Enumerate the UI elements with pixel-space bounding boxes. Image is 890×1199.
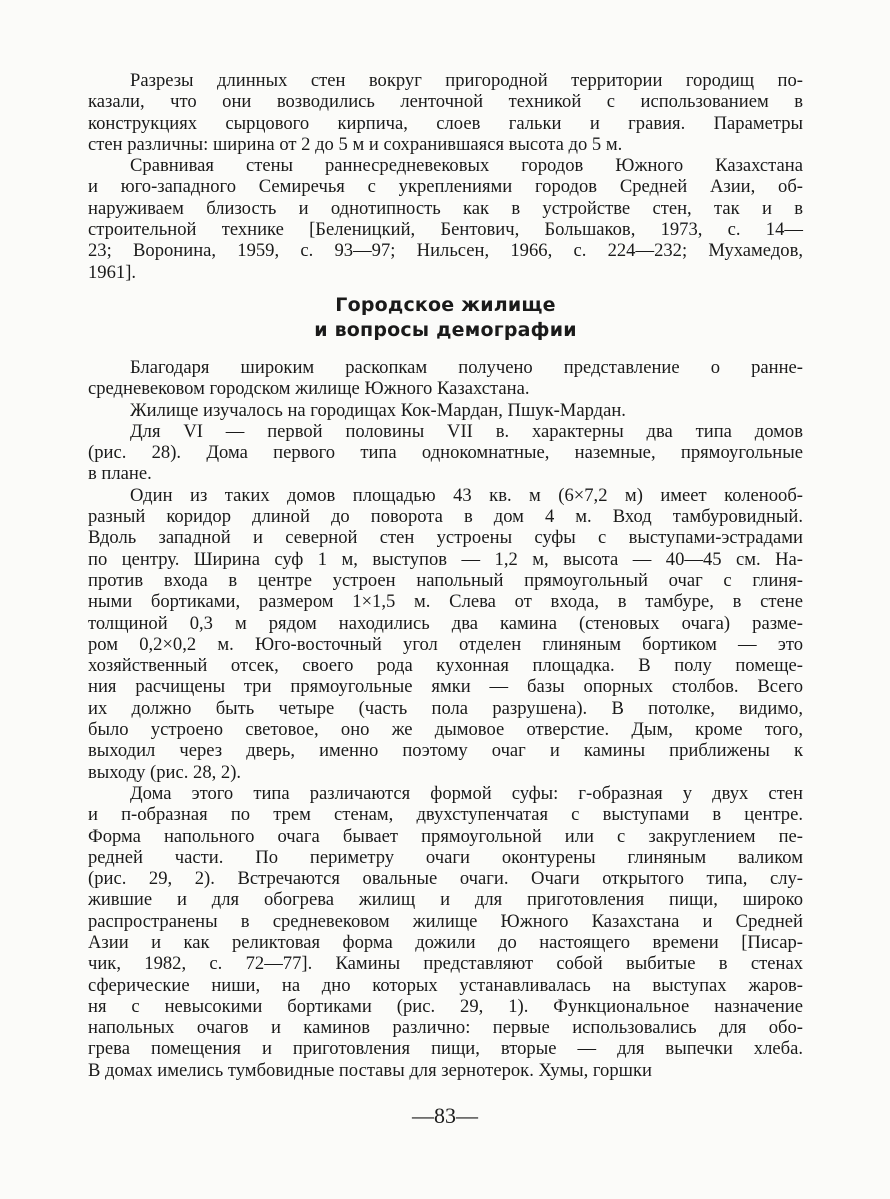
text-block-top	[88, 70, 803, 283]
paragraph	[88, 357, 803, 400]
text-line: ром 0,2×0,2 м. Юго-восточный угол отделен глиняным бортиком — это	[88, 633, 803, 655]
text-line: конструкциях сырцового кирпича, слоев гальки и гравия. Параметры	[88, 112, 803, 134]
text-block-bottom	[88, 357, 803, 1081]
text-line: распространены в средневековом жилище Южного Казахстана и Средней	[88, 910, 803, 932]
text-line: наруживаем близость и однотипность как в устройстве стен, так и в	[88, 197, 803, 219]
text-line: (рис. 28). Дома первого типа однокомнатные, наземные, прямоугольные	[88, 442, 803, 464]
section-heading-line-1: Городское жилище	[335, 293, 556, 316]
text-line: и юго-западного Семиречья с укреплениями городов Средней Азии, об-	[88, 176, 803, 198]
text-line: Благодаря широким раскопкам получено представление о ранне-	[130, 356, 803, 378]
text-line: (рис. 29, 2). Встречаются овальные очаги. Очаги открытого типа, слу-	[88, 868, 803, 890]
text-line: Дома этого типа различаются формой суфы: г-образная у двух стен	[130, 782, 803, 804]
text-line: их должно быть четыре (часть пола разрушена). В потолке, видимо,	[88, 697, 803, 719]
text-line: строительной технике [Беленицкий, Бентович, Большаков, 1973, с. 14—	[88, 219, 803, 241]
text-line: 23; Воронина, 1959, с. 93—97; Нильсен, 1966, с. 224—232; Мухамедов,	[88, 240, 803, 262]
paragraph	[88, 783, 803, 1081]
section-heading	[88, 293, 803, 343]
text-line: разный коридор длиной до поворота в дом 4 м. Вход тамбуровидный.	[88, 506, 803, 528]
text-line: Сравнивая стены раннесредневековых городов Южного Казахстана	[130, 155, 803, 177]
text-line: В домах имелись тумбовидные поставы для зернотерок. Хумы, горшки	[88, 1059, 652, 1081]
text-line: чик, 1982, с. 72—77]. Камины представляют собой выбитые в стенах	[88, 953, 803, 975]
text-line: напольных очагов и каминов различно: первые использовались для обо-	[88, 1017, 803, 1039]
text-line: грева помещения и приготовления пищи, вторые — для выпечки хлеба.	[88, 1038, 803, 1060]
section-heading-line-2: и вопросы демографии	[314, 318, 577, 341]
text-line: жившие и для обогрева жилищ и для приготовления пищи, широко	[88, 889, 803, 911]
text-line: ня с невысокими бортиками (рис. 29, 1). Функциональное назначение	[88, 995, 803, 1017]
text-line: 1961].	[88, 261, 137, 283]
text-line: ния расчищены три прямоугольные ямки — базы опорных столбов. Всего	[88, 676, 803, 698]
text-line: Азии и как реликтовая форма дожили до настоящего времени [Писар-	[88, 931, 803, 953]
text-line: толщиной 0,3 м рядом находились два камина (стеновых очага) разме-	[88, 612, 803, 634]
text-line: Для VI — первой половины VII в. характерны два типа домов	[130, 420, 803, 442]
page-number: —83—	[412, 1103, 478, 1128]
text-line: сферические ниши, на дно которых устанавливалась на выступах жаров-	[88, 974, 803, 996]
text-line: стен различны: ширина от 2 до 5 м и сохранившаяся высота до 5 м.	[88, 133, 623, 155]
text-line: ными бортиками, размером 1×1,5 м. Слева от входа, в тамбуре, в стене	[88, 591, 803, 613]
text-line: редней части. По периметру очаги оконтурены глиняным валиком	[88, 846, 803, 868]
paragraph	[88, 70, 803, 155]
text-line: по центру. Ширина суф 1 м, выступов — 1,2 м, высота — 40—45 см. На-	[88, 548, 803, 570]
text-line: средневековом городском жилище Южного Казахстана.	[88, 378, 530, 400]
text-line: выходил через дверь, именно поэтому очаг и камины приближены к	[88, 740, 803, 762]
text-line: казали, что они возводились ленточной техникой с использованием в	[88, 91, 803, 113]
paragraph	[88, 421, 803, 485]
text-line: выходу (рис. 28, 2).	[88, 761, 242, 783]
paragraph	[88, 155, 803, 283]
text-line: против входа в центре устроен напольный прямоугольный очаг с глиня-	[88, 569, 803, 591]
paragraph	[88, 485, 803, 783]
text-line: Разрезы длинных стен вокруг пригородной территории городищ по-	[130, 70, 803, 91]
body-text	[88, 70, 803, 1081]
text-line: Форма напольного очага бывает прямоугольной или с закруглением пе-	[88, 825, 803, 847]
text-line: Один из таких домов площадью 43 кв. м (6×7,2 м) имеет коленооб-	[130, 484, 803, 506]
paragraph	[88, 400, 803, 421]
text-line: Жилище изучалось на городищах Кок-Мардан, Пшук-Мардан.	[130, 399, 626, 421]
text-line: хозяйственный отсек, своего рода кухонная площадка. В полу помеще-	[88, 655, 803, 677]
text-line: и п-образная по трем стенам, двухступенчатая с выступами в центре.	[88, 804, 803, 826]
text-line: Вдоль западной и северной стен устроены суфы с выступами-эстрадами	[88, 527, 803, 549]
text-line: было устроено световое, оно же дымовое отверстие. Дым, кроме того,	[88, 719, 803, 741]
text-line: в плане.	[88, 463, 152, 485]
